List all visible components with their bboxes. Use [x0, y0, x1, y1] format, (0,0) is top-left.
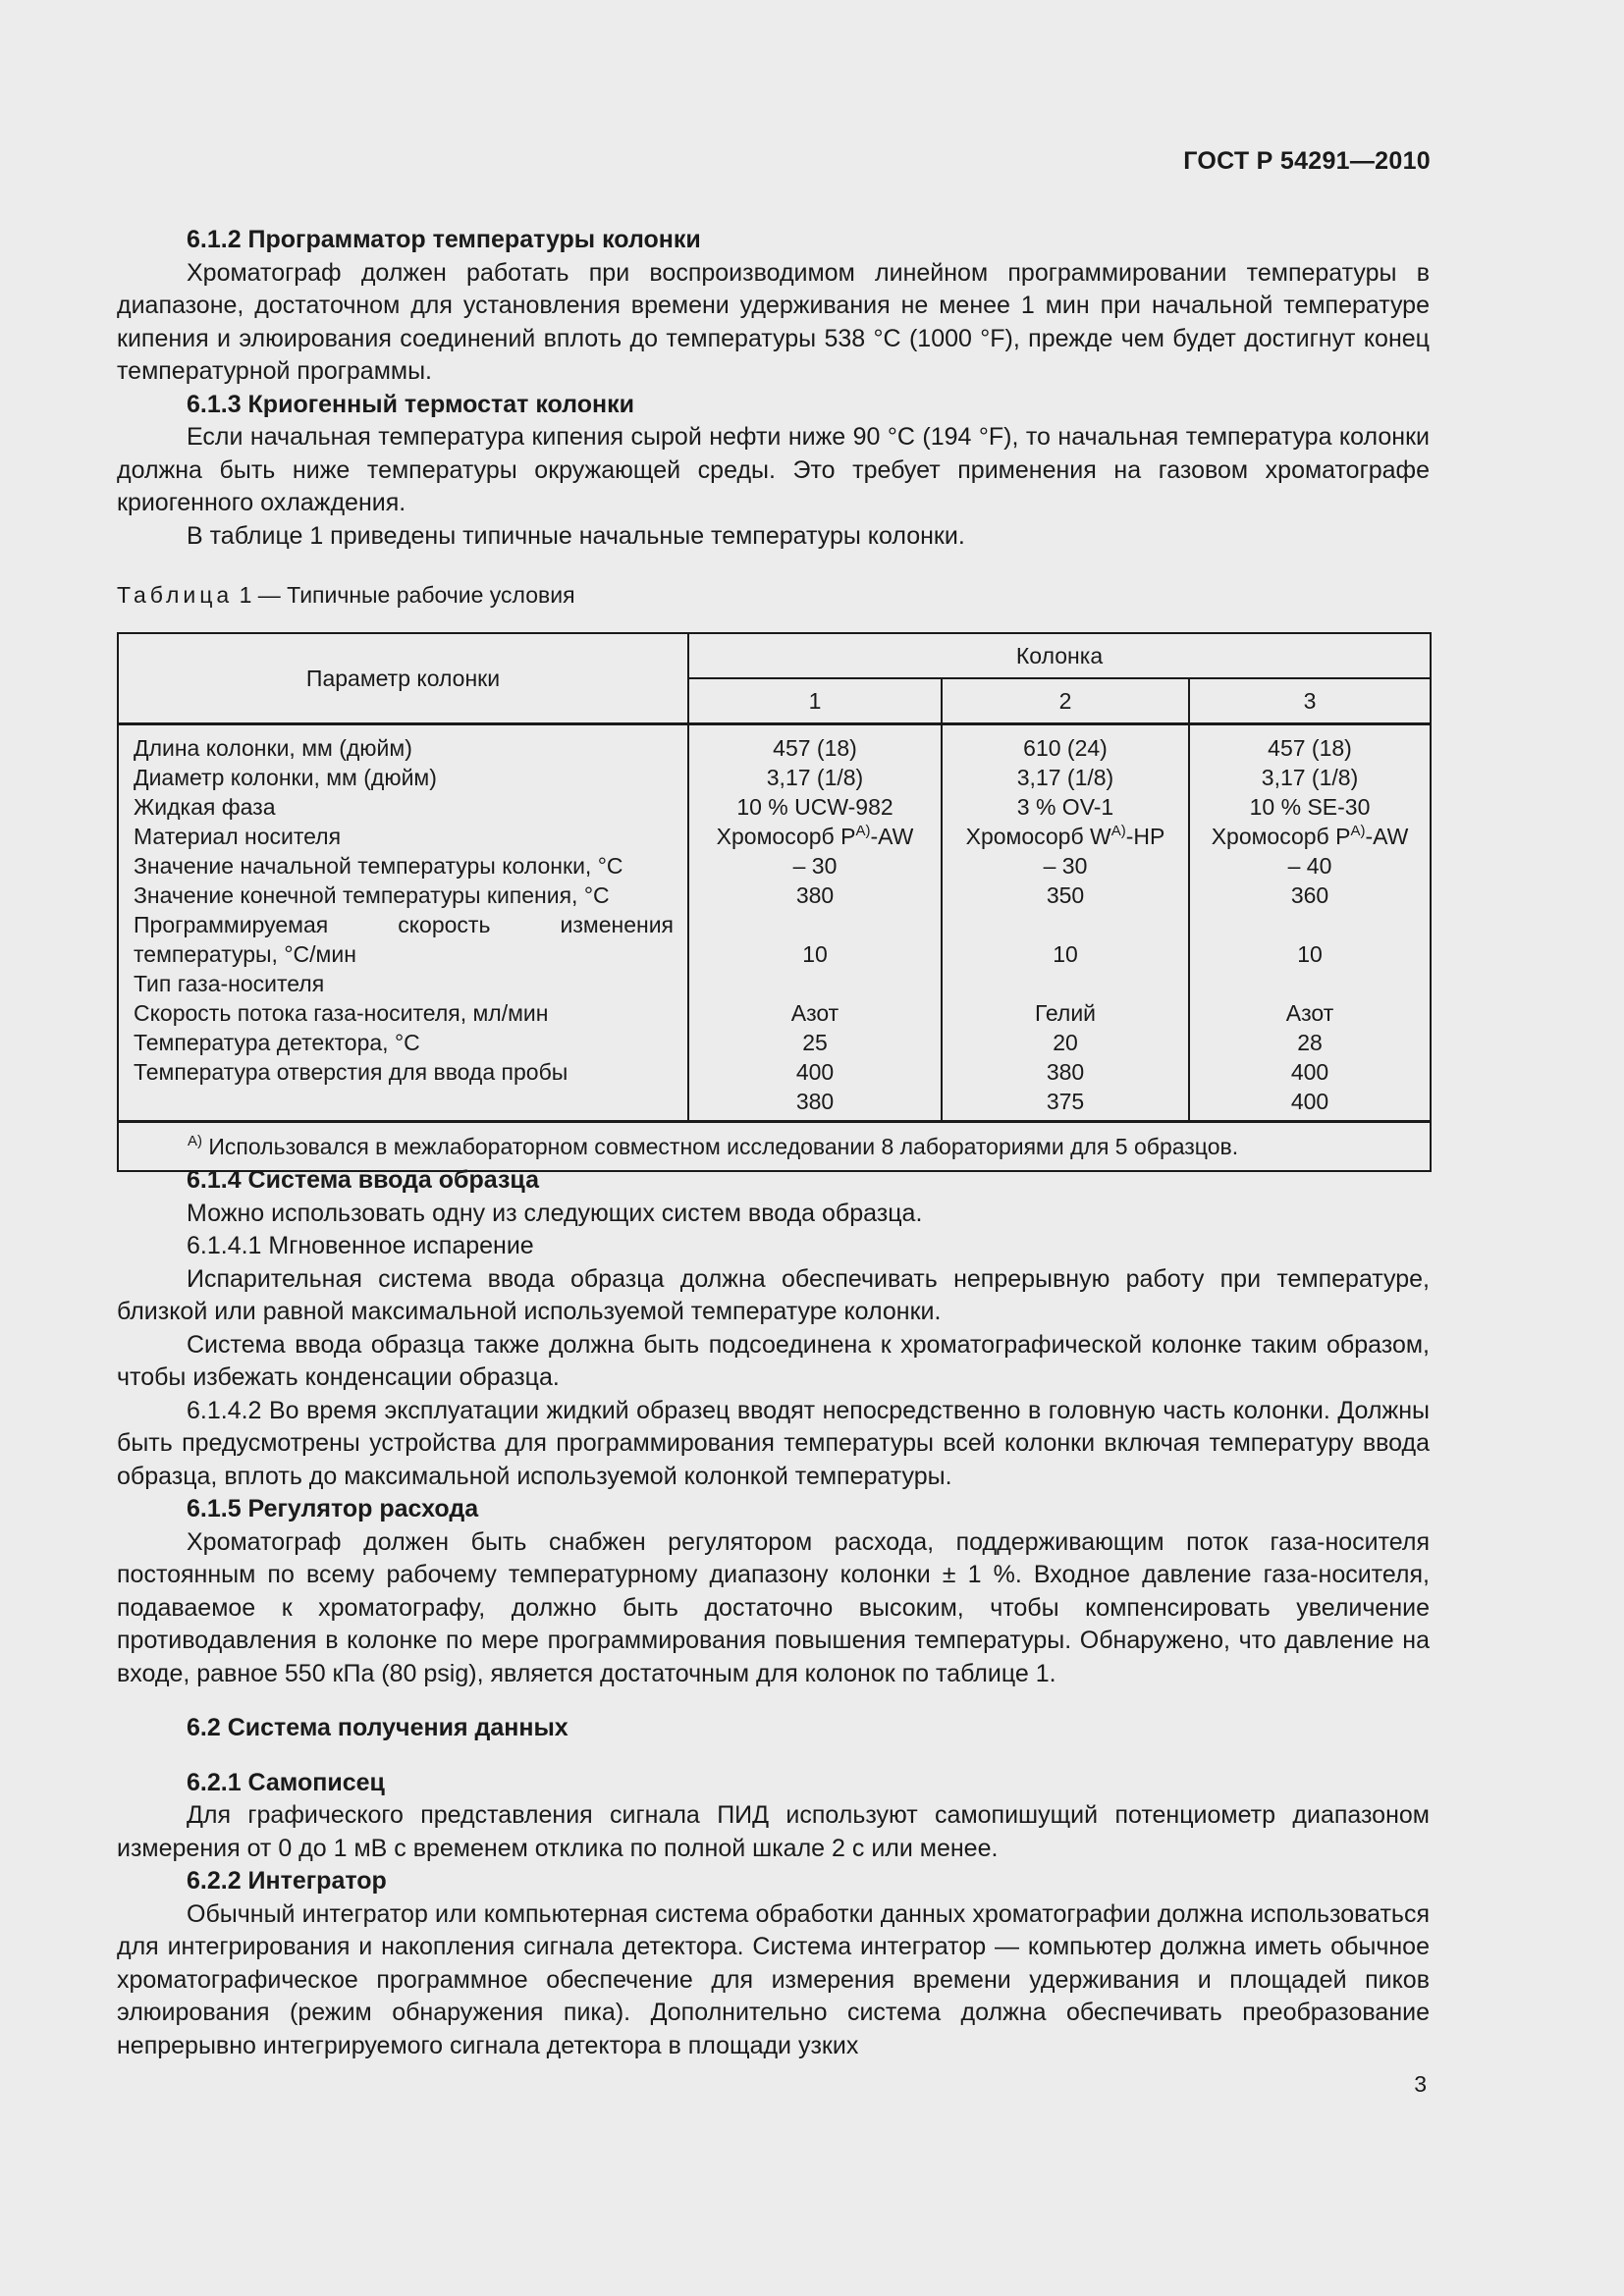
table-value-part: -HP	[1125, 824, 1165, 849]
table-value-part: A)	[1350, 823, 1366, 839]
column-number-header: 2	[942, 678, 1189, 724]
body-paragraph: Испарительная система ввода образца должна обеспечивать непрерывную работу при температуре, близкой или равной максимальной используемой температуре колонки.	[117, 1264, 1430, 1325]
table-value	[689, 822, 941, 851]
param-label: Значение начальной температуры колонки, °С	[134, 853, 623, 879]
column-number-header: 3	[1189, 678, 1431, 724]
table-value: – 30	[792, 853, 838, 879]
table-value: 10 % UCW-982	[736, 794, 893, 820]
table-caption-title: 1 — Типичные рабочие условия	[233, 582, 575, 608]
param-label: Температура отверстия для ввода пробы	[134, 1059, 568, 1085]
top-text-section	[117, 224, 1430, 553]
table-value-text: 10	[802, 941, 828, 967]
param-label: Жидкая фаза	[134, 794, 276, 820]
body-paragraph: Можно использовать одну из следующих систем ввода образца.	[187, 1199, 923, 1227]
column-group-header: Колонка	[688, 633, 1431, 678]
section-heading: 6.1.4 Система ввода образца	[187, 1166, 539, 1194]
table-value: 400	[1290, 1059, 1329, 1085]
section-heading: 6.2 Система получения данных	[187, 1714, 568, 1741]
table-value-part: Хромосорб W	[965, 824, 1111, 849]
table-value-part: Хромосорб P	[716, 824, 856, 849]
table-value	[1190, 939, 1430, 998]
table-value: 400	[1290, 1089, 1329, 1114]
table-value: Гелий	[1034, 1000, 1097, 1026]
body-paragraph: Обычный интегратор или компьютерная система обработки данных хроматографии должна использоваться для интегрирования и накопления сигнала детектора. Система интегратор — компьютер должна иметь обычное хроматографическое программное обеспечение для измерения времени удерживания и площадей пиков элюирования (режим обнаружения пика). Дополнительно система должна обеспечивать преобразование непрерывно интегрируемого сигнала детектора в площади узких	[117, 1899, 1430, 2059]
table-value: 380	[795, 882, 835, 908]
table-value: 375	[1046, 1089, 1085, 1114]
table-value	[689, 939, 941, 998]
body-paragraph: Если начальная температура кипения сырой нефти ниже 90 °С (194 °F), то начальная температура колонки должна быть ниже температуры окружающей среды. Это требует применения на газовом хроматографе криогенного охлаждения.	[117, 423, 1430, 516]
param-label: Тип газа-носителя	[134, 971, 325, 996]
column-number-header: 1	[688, 678, 942, 724]
table-value: 400	[795, 1059, 835, 1085]
body-paragraph: 6.1.4.2 Во время эксплуатации жидкий образец вводят непосредственно в головную часть колонки. Должны быть предусмотрены устройства для программирования температуры всей колонки включая температуру ввода образца, вплоть до максимальной используемой колонкой температуры.	[117, 1396, 1430, 1490]
table-value: 350	[1046, 882, 1085, 908]
table-value	[943, 939, 1188, 998]
column-3-values	[1189, 724, 1431, 1122]
table-value: 28	[1297, 1030, 1323, 1055]
table-value-part: Хромосорб P	[1211, 824, 1351, 849]
table-value-text: 10	[1297, 941, 1323, 967]
table-value: Азот	[1285, 1000, 1334, 1026]
table-value: 3,17 (1/8)	[1016, 765, 1114, 790]
table-value: 457 (18)	[773, 735, 857, 761]
body-paragraph: В таблице 1 приведены типичные начальные температуры колонки.	[187, 521, 965, 550]
section-heading: 6.1.5 Регулятор расхода	[187, 1495, 479, 1522]
table-value-part: A)	[1110, 823, 1126, 839]
table-value: 25	[802, 1030, 828, 1055]
table-value: 3,17 (1/8)	[766, 765, 864, 790]
table-value: 20	[1053, 1030, 1078, 1055]
table-value-part: -AW	[1365, 824, 1409, 849]
table-value: 3,17 (1/8)	[1261, 765, 1359, 790]
param-label: Значение конечной температуры кипения, °С	[134, 882, 610, 908]
body-paragraph: Хроматограф должен быть снабжен регулятором расхода, поддерживающим поток газа-носителя постоянным по всему рабочему температурному диапазону колонки ± 1 %. Входное давление газа-носителя, подаваемое к хроматографу, должно быть достаточно высоким, чтобы компенсировать увеличение противодавления в колонке по мере программирования повышения температуры. Обнаружено, что давление на входе, равное 550 кПа (80 psig), является достаточным для колонок по таблице 1.	[117, 1527, 1430, 1687]
section-heading: 6.1.3 Криогенный термостат колонки	[187, 390, 634, 418]
table-value: 610 (24)	[1023, 735, 1108, 761]
footnote-mark: A)	[188, 1132, 202, 1149]
param-cell	[118, 724, 688, 1122]
table-value	[943, 822, 1188, 851]
section-heading: 6.2.1 Самописец	[187, 1768, 385, 1796]
table-value: – 30	[1043, 853, 1088, 879]
table-value: 457 (18)	[1268, 735, 1352, 761]
param-column-header: Параметр колонки	[118, 633, 688, 724]
section-heading: 6.1.2 Программатор температуры колонки	[187, 226, 701, 253]
document-header: ГОСТ Р 54291—2010	[1183, 147, 1431, 175]
param-label: Скорость потока газа-носителя, мл/мин	[134, 1000, 549, 1026]
table-value: 10 % SE-30	[1249, 794, 1371, 820]
table-value-text: 10	[1053, 941, 1078, 967]
column-1-values	[688, 724, 942, 1122]
table-value: 380	[1046, 1059, 1085, 1085]
table-value: 380	[795, 1089, 835, 1114]
table-value-part: A)	[855, 823, 871, 839]
table-value: Азот	[790, 1000, 839, 1026]
param-label: Материал носителя	[134, 824, 342, 849]
param-label: Температура детектора, °С	[134, 1030, 420, 1055]
param-label: Диаметр колонки, мм (дюйм)	[134, 765, 437, 790]
page-number: 3	[1414, 2071, 1427, 2097]
body-paragraph: 6.1.4.1 Мгновенное испарение	[187, 1232, 534, 1259]
table-value: – 40	[1287, 853, 1332, 879]
bottom-text-section	[117, 1164, 1430, 2062]
table-value: 3 % OV-1	[1016, 794, 1114, 820]
param-label: Длина колонки, мм (дюйм)	[134, 735, 412, 761]
param-label: Программируемая скорость изменения температуры, °С/мин	[134, 912, 674, 967]
body-paragraph: Система ввода образца также должна быть подсоединена к хроматографической колонке таким образом, чтобы избежать конденсации образца.	[117, 1330, 1430, 1391]
operating-conditions-table	[117, 632, 1432, 1172]
table-value	[1190, 822, 1430, 851]
table-value-part: -AW	[870, 824, 914, 849]
body-paragraph: Для графического представления сигнала ПИД используют самопишущий потенциометр диапазоном измерения от 0 до 1 мВ с временем отклика по полной шкале 2 с или менее.	[117, 1801, 1430, 1862]
table-caption	[117, 582, 575, 609]
body-paragraph: Хроматограф должен работать при воспроизводимом линейном программировании температуры в диапазоне, достаточном для установления времени удерживания не менее 1 мин при начальной температуре кипения и элюирования соединений вплоть до температуры 538 °С (1000 °F), прежде чем будет достигнут конец температурной программы.	[117, 258, 1430, 385]
footnote-text: Использовался в межлабораторном совместном исследовании 8 лабораториями для 5 образцов.	[202, 1133, 1239, 1159]
table-caption-prefix: Таблица	[117, 582, 234, 608]
column-2-values	[942, 724, 1189, 1122]
table-value: 360	[1290, 882, 1329, 908]
section-heading: 6.2.2 Интегратор	[187, 1867, 387, 1895]
